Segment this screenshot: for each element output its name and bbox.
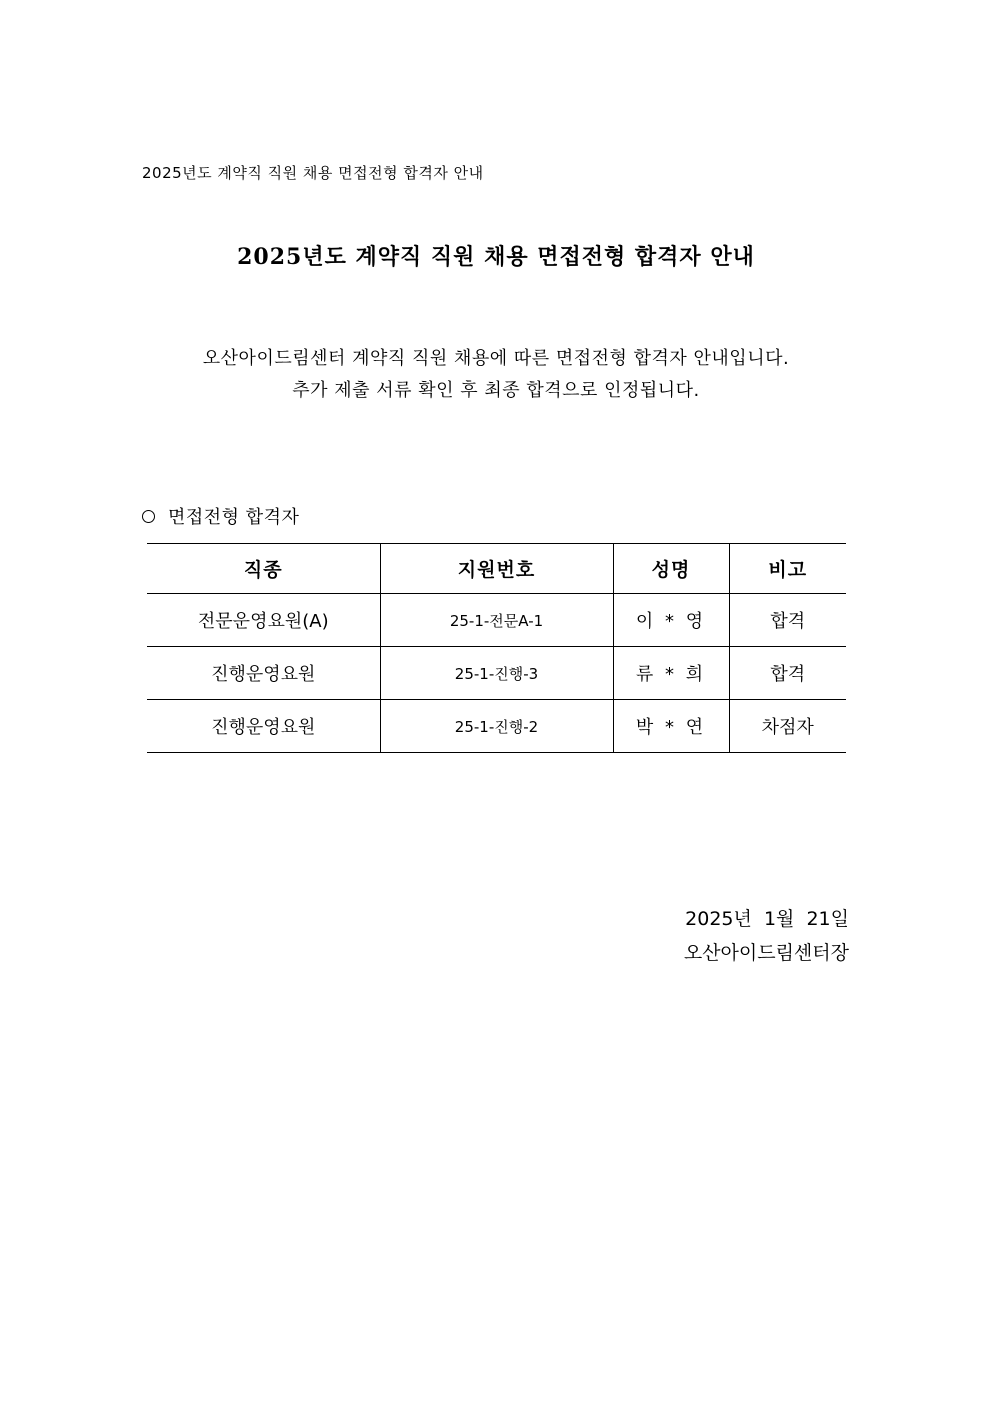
cell-remarks: 합격 <box>729 647 846 700</box>
cell-job-type: 진행운영요원 <box>147 647 380 700</box>
document-title: 2025년도 계약직 직원 채용 면접전형 합격자 안내 <box>237 244 755 270</box>
header-application-number: 지원번호 <box>380 544 613 594</box>
cell-job-type: 진행운영요원 <box>147 700 380 753</box>
issue-date: 2025년 1월 21일 <box>685 908 849 930</box>
cell-name: 이 * 영 <box>613 594 729 647</box>
cell-remarks: 차점자 <box>729 700 846 753</box>
cell-application-number: 25-1-전문A-1 <box>380 594 613 647</box>
table-row <box>147 700 846 753</box>
table-header-row <box>147 544 846 594</box>
section-heading-label: 면접전형 합격자 <box>168 507 300 528</box>
signer: 오산아이드림센터장 <box>683 942 849 964</box>
cell-name: 박 * 연 <box>613 700 729 753</box>
cell-name: 류 * 희 <box>613 647 729 700</box>
intro-line-2: 추가 제출 서류 확인 후 최종 합격으로 인정됩니다. <box>292 380 700 401</box>
circle-icon <box>142 510 155 523</box>
section-heading <box>142 503 299 529</box>
cell-remarks: 합격 <box>729 594 846 647</box>
intro-paragraph <box>0 343 992 407</box>
table-row <box>147 594 846 647</box>
cell-application-number: 25-1-진행-2 <box>380 700 613 753</box>
header-job-type: 직종 <box>147 544 380 594</box>
intro-line-1: 오산아이드림센터 계약직 직원 채용에 따른 면접전형 합격자 안내입니다. <box>202 348 790 369</box>
cell-job-type: 전문운영요원(A) <box>147 594 380 647</box>
header-remarks: 비고 <box>729 544 846 594</box>
header-name: 성명 <box>613 544 729 594</box>
running-header: 2025년도 계약직 직원 채용 면접전형 합격자 안내 <box>142 164 484 182</box>
cell-application-number: 25-1-진행-3 <box>380 647 613 700</box>
table-row <box>147 647 846 700</box>
results-table <box>147 543 846 753</box>
